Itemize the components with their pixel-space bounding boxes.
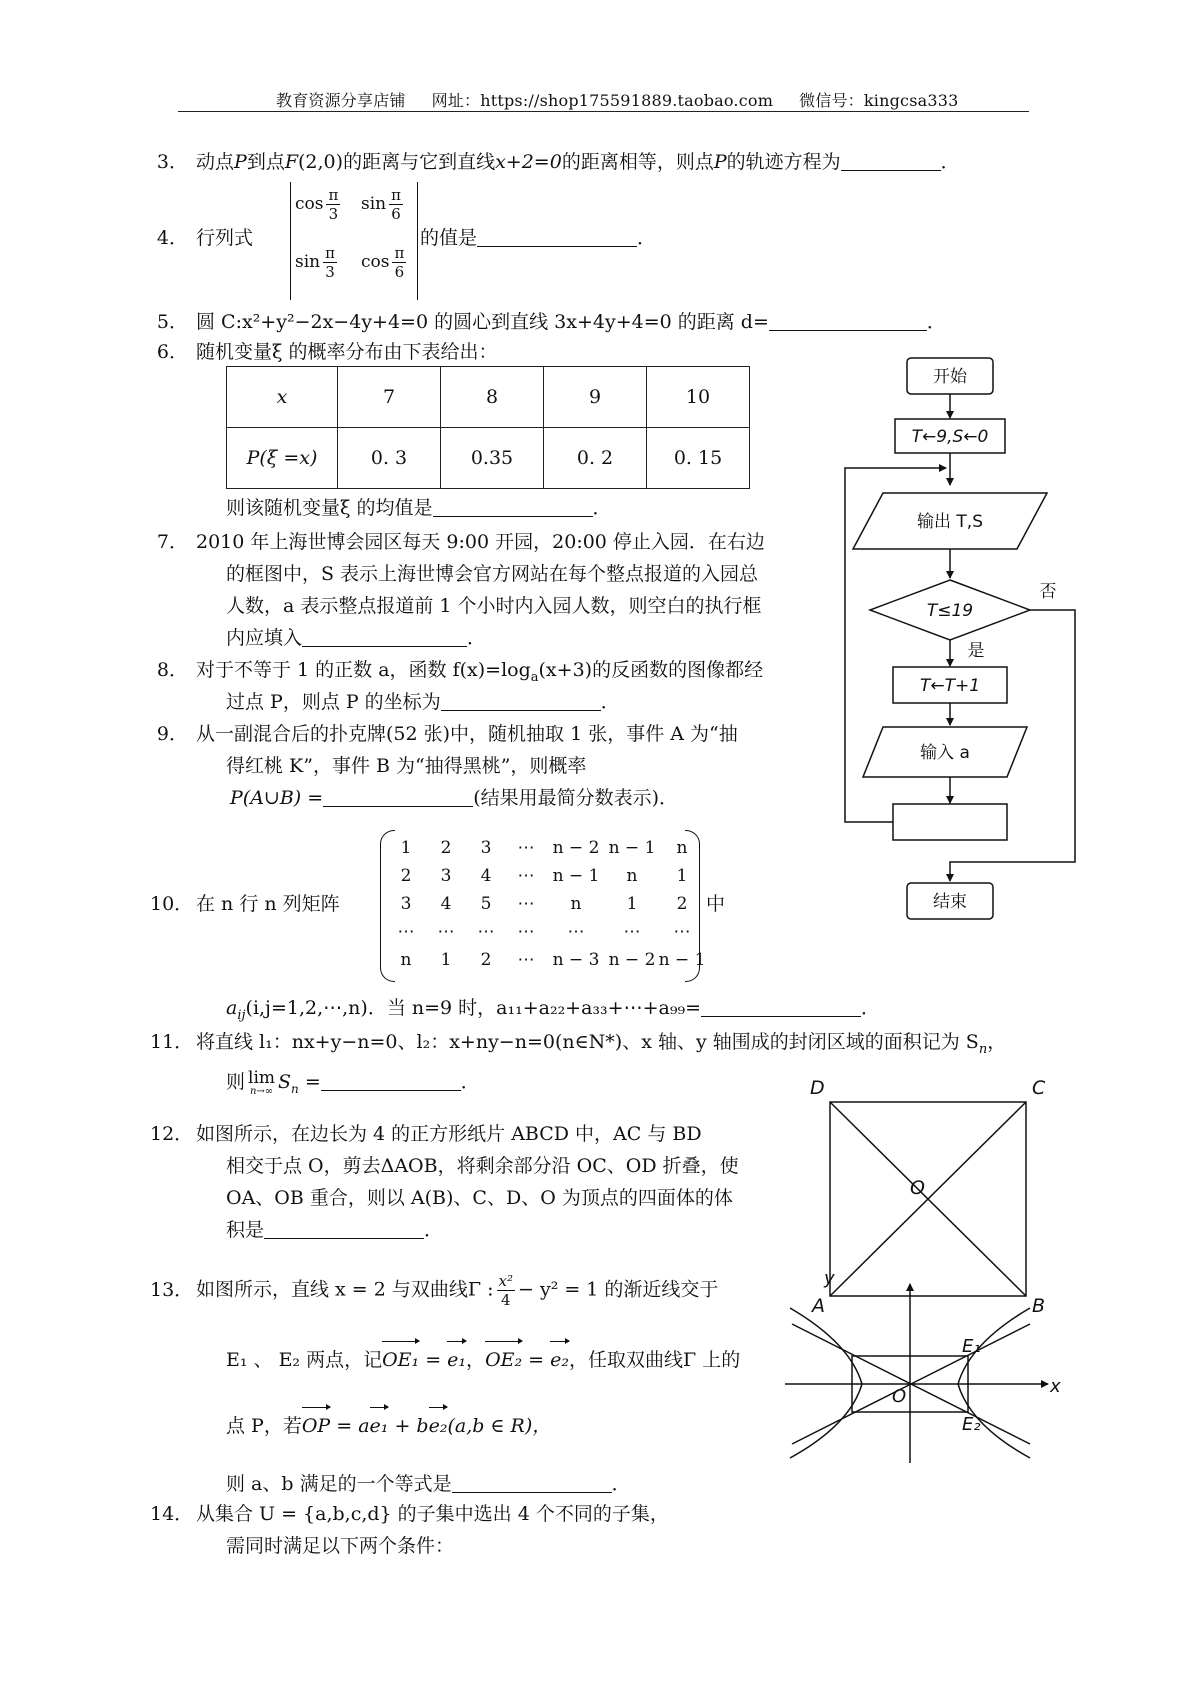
q3-text: 的轨迹方程为 bbox=[726, 151, 841, 173]
determinant bbox=[290, 182, 418, 300]
answer-blank bbox=[323, 787, 473, 807]
table-cell: 7 bbox=[338, 367, 441, 428]
table-cell: 0.35 bbox=[441, 428, 544, 489]
table-cell: 0. 15 bbox=[647, 428, 750, 489]
q13-sep: ， bbox=[466, 1349, 486, 1371]
question-3 bbox=[150, 146, 960, 178]
vector-e2: e₂ bbox=[550, 1344, 569, 1376]
q13-text: 如图所示，直线 x = 2 与双曲线Γ : bbox=[196, 1278, 494, 1301]
table-row bbox=[227, 367, 750, 428]
q3-var-p: P bbox=[713, 151, 727, 173]
q12-line: 如图所示，在边长为 4 的正方形纸片 ABCD 中，AC 与 BD bbox=[196, 1123, 702, 1145]
det-num: π bbox=[328, 186, 339, 204]
label-e1: E₁ bbox=[962, 1336, 981, 1357]
shop-url: 网址：https://shop175591889.taobao.com bbox=[431, 91, 774, 110]
q3-text: 的距离与它到直线 bbox=[343, 151, 496, 173]
question-11 bbox=[150, 1026, 1006, 1066]
matrix-cell: n − 1 bbox=[608, 838, 656, 858]
label-x: x bbox=[1050, 1376, 1061, 1397]
matrix-cell: ⋯ bbox=[517, 894, 535, 914]
q12-text: 积是 bbox=[226, 1219, 265, 1241]
flow-start-label: 开始 bbox=[933, 367, 967, 387]
matrix-cell: 3 bbox=[440, 866, 452, 886]
q13-end: ． bbox=[611, 1473, 631, 1495]
question-13 bbox=[150, 1272, 718, 1309]
q13-eq: = bbox=[522, 1349, 551, 1371]
answer-blank bbox=[841, 151, 941, 171]
matrix bbox=[380, 830, 706, 980]
matrix-cell: 2 bbox=[480, 950, 492, 970]
flow-increment-label: T←T+1 bbox=[919, 676, 981, 696]
q13-text: E₁ 、 E₂ 两点，记 bbox=[226, 1349, 383, 1371]
matrix-cell: n bbox=[570, 894, 582, 914]
q6-end: ． bbox=[592, 497, 612, 519]
label-c: C bbox=[1032, 1080, 1046, 1099]
q9-line bbox=[230, 782, 678, 814]
wechat-id: 微信号：kingcsa333 bbox=[799, 91, 959, 110]
question-7 bbox=[150, 526, 765, 558]
q11-line2 bbox=[226, 1066, 480, 1105]
q10-post: 中 bbox=[706, 893, 726, 915]
matrix-cell: n bbox=[400, 950, 412, 970]
question-number: 10． bbox=[150, 893, 194, 915]
matrix-cell: 4 bbox=[480, 866, 492, 886]
label-b: B bbox=[1032, 1295, 1046, 1316]
hyperbola-figure bbox=[780, 1268, 1070, 1468]
label-o: O bbox=[910, 1177, 925, 1199]
answer-blank bbox=[321, 1071, 461, 1091]
matrix-cell: n bbox=[626, 866, 638, 886]
det-den: 6 bbox=[391, 205, 401, 223]
q8-text: 过点 P，则点 P 的坐标为 bbox=[226, 691, 441, 713]
q8-sub: a bbox=[530, 669, 539, 685]
matrix-cell: ⋯ bbox=[517, 838, 535, 858]
matrix-cell: ⋯ bbox=[517, 922, 535, 942]
question-number: 9． bbox=[156, 723, 188, 745]
answer-blank bbox=[701, 997, 861, 1017]
table-cell: 0. 2 bbox=[544, 428, 647, 489]
q13-frac-num: x² bbox=[498, 1272, 513, 1290]
det-num: π bbox=[391, 186, 401, 204]
label-e2: E₂ bbox=[962, 1414, 981, 1435]
q5-end: ． bbox=[926, 311, 946, 333]
answer-blank bbox=[264, 1219, 424, 1239]
question-number: 13． bbox=[150, 1278, 194, 1301]
question-9 bbox=[150, 718, 738, 750]
matrix-cell: 4 bbox=[440, 894, 452, 914]
q6-ask-text: 则该随机变量ξ 的均值是 bbox=[226, 497, 433, 519]
q3-var-f: F bbox=[284, 151, 299, 173]
matrix-cell: n − 3 bbox=[552, 950, 600, 970]
table-cell: 0. 3 bbox=[338, 428, 441, 489]
flow-output-label: 输出 T,S bbox=[917, 512, 983, 532]
q12-end: ． bbox=[424, 1219, 444, 1241]
question-6 bbox=[150, 336, 498, 368]
matrix-cell: ⋯ bbox=[517, 950, 535, 970]
question-number: 5． bbox=[156, 311, 188, 333]
lim-sub: n→∞ bbox=[249, 1086, 274, 1097]
question-number: 4． bbox=[156, 227, 188, 249]
vector-oe1: OE₁ bbox=[382, 1344, 419, 1376]
q11-text: 将直线 l₁：nx+y−n=0、l₂：x+ny−n=0(n∈N*)、x 轴、y 轴围成的封闭区域的面积记为 S bbox=[196, 1031, 979, 1053]
q14-line: 需同时满足以下两个条件： bbox=[226, 1535, 455, 1557]
question-number: 8． bbox=[156, 659, 188, 681]
question-14 bbox=[150, 1498, 669, 1530]
q10-a: a bbox=[226, 997, 238, 1019]
question-number: 3． bbox=[156, 151, 188, 173]
det-cell bbox=[361, 186, 406, 223]
det-fn: cos bbox=[295, 194, 324, 214]
question-12 bbox=[150, 1118, 702, 1150]
det-num: π bbox=[394, 244, 405, 262]
q13-line4 bbox=[226, 1468, 631, 1500]
matrix-cell: 1 bbox=[440, 950, 452, 970]
matrix-cell: n − 2 bbox=[552, 838, 600, 858]
header-rule bbox=[178, 111, 1029, 112]
label-a: A bbox=[812, 1295, 825, 1316]
q3-var-p: P bbox=[234, 151, 247, 173]
q13-text: + b bbox=[388, 1415, 429, 1437]
table-cell: 8 bbox=[441, 367, 544, 428]
q11-eq: = bbox=[298, 1071, 321, 1093]
q11-end: ． bbox=[460, 1071, 480, 1093]
lim-text: lim bbox=[248, 1068, 276, 1088]
answer-blank bbox=[433, 497, 593, 517]
question-4 bbox=[150, 222, 253, 254]
q12-line: 相交于点 O，剪去ΔAOB，将剩余部分沿 OC、OD 折叠，使 bbox=[226, 1155, 739, 1177]
det-cell bbox=[295, 186, 343, 223]
q3-end: ． bbox=[940, 151, 960, 173]
det-fn: cos bbox=[361, 252, 390, 272]
det-den: 3 bbox=[325, 263, 335, 281]
matrix-cell: 5 bbox=[480, 894, 492, 914]
matrix-cell: 2 bbox=[440, 838, 452, 858]
answer-blank bbox=[477, 227, 637, 247]
q9-text: 从一副混合后的扑克牌(52 张)中，随机抽取 1 张，事件 A 为“抽 bbox=[196, 723, 738, 745]
answer-blank bbox=[769, 311, 927, 331]
q7-text: 内应填入 bbox=[226, 627, 303, 649]
flowchart bbox=[820, 350, 1090, 930]
q7-line: 人数，a 表示整点报道前 1 个小时内入园人数，则空白的执行框 bbox=[226, 595, 762, 617]
q12-line bbox=[226, 1214, 443, 1246]
matrix-cell: 1 bbox=[626, 894, 638, 914]
matrix-cell: ⋯ bbox=[517, 866, 535, 886]
vector-e1: e₁ bbox=[447, 1344, 466, 1376]
q10-text: (i,j=1,2,⋯,n)．当 n=9 时，a₁₁+a₂₂+a₃₃+⋯+a₉₉= bbox=[245, 997, 701, 1019]
matrix-cell: 2 bbox=[400, 866, 412, 886]
label-y: y bbox=[824, 1268, 835, 1289]
shop-name: 教育资源分享店铺 bbox=[276, 91, 406, 110]
q12-line: OA、OB 重合，则以 A(B)、C、D、O 为顶点的四面体的体 bbox=[226, 1187, 733, 1209]
q6-ask bbox=[226, 492, 612, 524]
matrix-cell: 1 bbox=[400, 838, 412, 858]
question-number: 14． bbox=[150, 1503, 194, 1525]
matrix-cell: ⋯ bbox=[437, 922, 455, 942]
q7-end: ． bbox=[467, 627, 487, 649]
question-number: 6． bbox=[156, 341, 188, 363]
flow-blank-box bbox=[893, 804, 1007, 840]
q11-text: 则 bbox=[226, 1071, 246, 1093]
vector-e1: e₁ bbox=[370, 1410, 389, 1442]
q13-text: = a bbox=[330, 1415, 370, 1437]
q8-line2 bbox=[226, 686, 620, 718]
q14-text: 从集合 U = {a,b,c,d} 的子集中选出 4 个不同的子集， bbox=[196, 1503, 669, 1525]
q10-pre: 在 n 行 n 列矩阵 bbox=[196, 893, 340, 915]
q7-line: 的框图中，S 表示上海世博会官方网站在每个整点报道的入园总 bbox=[226, 563, 759, 585]
matrix-cell: ⋯ bbox=[673, 922, 691, 942]
matrix-cell: 1 bbox=[676, 866, 688, 886]
limit bbox=[248, 1068, 276, 1099]
matrix-cell: ⋯ bbox=[477, 922, 495, 942]
matrix-cell: ⋯ bbox=[623, 922, 641, 942]
q8-text: 对于不等于 1 的正数 a，函数 f(x)=log bbox=[196, 659, 531, 681]
det-den: 3 bbox=[328, 205, 339, 223]
q3-text: 的距离相等，则点 bbox=[561, 151, 714, 173]
q10-sub: ij bbox=[237, 1007, 246, 1023]
q13-text: ，任取双曲线Γ 上的 bbox=[569, 1349, 741, 1371]
answer-blank bbox=[302, 627, 467, 647]
det-cell bbox=[295, 244, 340, 281]
matrix-cell: n − 1 bbox=[552, 866, 600, 886]
det-cell bbox=[361, 244, 409, 281]
table-cell: x bbox=[227, 367, 338, 428]
q11-sub: n bbox=[291, 1081, 299, 1096]
q10-end: ． bbox=[860, 997, 880, 1019]
question-number: 7． bbox=[156, 531, 188, 553]
q13-line3 bbox=[226, 1410, 551, 1442]
q4-end: ． bbox=[637, 227, 657, 249]
flow-yes-label: 是 bbox=[967, 641, 985, 661]
det-fn: sin bbox=[295, 252, 321, 272]
question-number: 12． bbox=[150, 1123, 194, 1145]
label-d: D bbox=[810, 1080, 825, 1099]
q5-text: 圆 C:x²+y²−2x−4y+4=0 的圆心到直线 3x+4y+4=0 的距离 d= bbox=[196, 311, 769, 333]
table-cell: 9 bbox=[544, 367, 647, 428]
q8-text: (x+3)的反函数的图像都经 bbox=[538, 659, 764, 681]
hyperbola-right-branch bbox=[958, 1308, 1030, 1458]
q13-text: − y² = 1 的渐近线交于 bbox=[518, 1278, 719, 1301]
q4-post: 的值是 bbox=[420, 227, 478, 249]
q4-tail bbox=[420, 222, 656, 254]
q13-eq: = bbox=[419, 1349, 448, 1371]
answer-blank bbox=[452, 1473, 612, 1493]
matrix-cell: n bbox=[676, 838, 688, 858]
q13-text: 点 P，若 bbox=[226, 1415, 302, 1437]
q3-line-eq: x+2=0 bbox=[495, 151, 562, 173]
q9-expr: P(A∪B) = bbox=[230, 787, 324, 809]
question-number: 11． bbox=[150, 1031, 194, 1053]
q13-text: (a,b ∈ R)， bbox=[447, 1415, 552, 1437]
table-cell: P(ξ =x) bbox=[227, 428, 338, 489]
question-10 bbox=[150, 888, 340, 920]
page-header bbox=[276, 88, 985, 111]
vector-oe2: OE₂ bbox=[485, 1344, 522, 1376]
q9-line: 得红桃 K”，事件 B 为“抽得黑桃”，则概率 bbox=[226, 755, 587, 777]
table-row bbox=[227, 428, 750, 489]
matrix-cell: 3 bbox=[400, 894, 412, 914]
q7-line: 2010 年上海世博会园区每天 9:00 开园，20:00 停止入园．在右边 bbox=[196, 531, 765, 553]
vector-e2: e₂ bbox=[429, 1410, 448, 1442]
flow-condition-label: T≤19 bbox=[926, 601, 974, 621]
matrix-cell: 2 bbox=[676, 894, 688, 914]
matrix-cell: n − 2 bbox=[608, 950, 656, 970]
flow-end-label: 结束 bbox=[933, 892, 967, 912]
q3-text: 到点 bbox=[246, 151, 285, 173]
flow-no-label: 否 bbox=[1039, 582, 1057, 602]
q11-s: S bbox=[278, 1071, 292, 1093]
question-5 bbox=[150, 306, 946, 338]
q6-intro: 随机变量ξ 的概率分布由下表给出： bbox=[196, 341, 498, 363]
det-num: π bbox=[325, 244, 335, 262]
q13-text: 则 a、b 满足的一个等式是 bbox=[226, 1473, 452, 1495]
q13-line2 bbox=[226, 1344, 740, 1376]
matrix-cell: ⋯ bbox=[567, 922, 585, 942]
q3-text: 动点 bbox=[196, 151, 235, 173]
vector-op: OP bbox=[302, 1410, 330, 1442]
probability-table bbox=[226, 366, 750, 489]
flow-input-label: 输入 a bbox=[920, 743, 970, 763]
flow-init-label: T←9,S←0 bbox=[911, 427, 989, 447]
q7-line bbox=[226, 622, 486, 654]
label-o: O bbox=[892, 1386, 907, 1407]
q11-end1: ， bbox=[987, 1031, 1007, 1053]
hyperbola-left-branch bbox=[790, 1308, 862, 1458]
q13-frac-den: 4 bbox=[500, 1291, 511, 1309]
matrix-cell: ⋯ bbox=[397, 922, 415, 942]
answer-blank bbox=[441, 691, 601, 711]
matrix-cell: 3 bbox=[480, 838, 492, 858]
det-den: 6 bbox=[394, 263, 405, 281]
det-fn: sin bbox=[361, 194, 387, 214]
table-cell: 10 bbox=[647, 367, 750, 428]
matrix-cell: n − 1 bbox=[658, 950, 706, 970]
q9-text: (结果用最简分数表示)． bbox=[473, 787, 679, 809]
q11-sub: n bbox=[978, 1041, 988, 1057]
q4-pre: 行列式 bbox=[196, 227, 254, 249]
q3-args: (2,0) bbox=[298, 151, 344, 173]
q8-end: ． bbox=[600, 691, 620, 713]
